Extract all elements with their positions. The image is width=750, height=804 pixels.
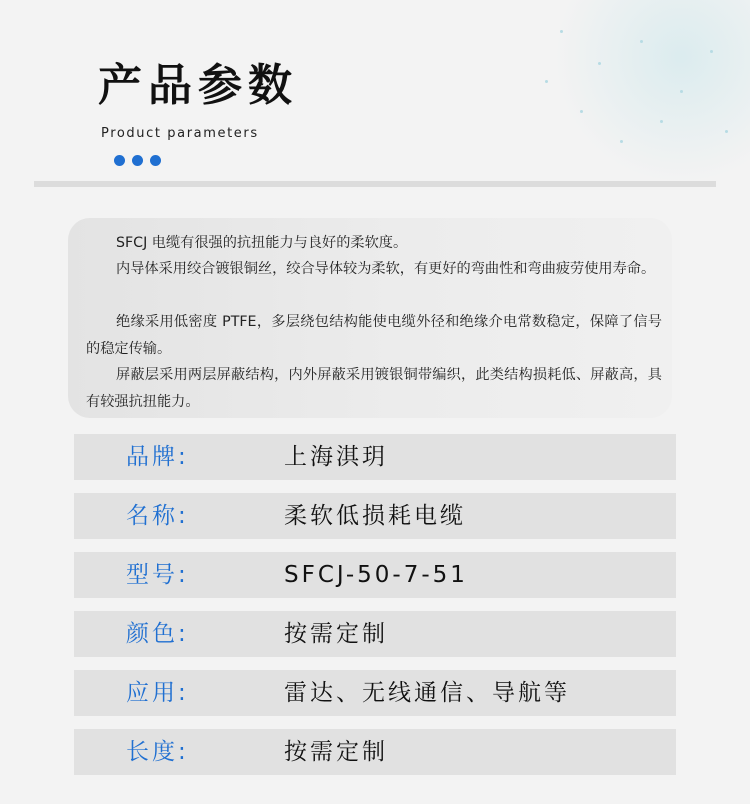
param-label: 名称: bbox=[126, 503, 189, 529]
param-value: 柔软低损耗电缆 bbox=[284, 503, 466, 529]
param-value: 按需定制 bbox=[284, 739, 388, 765]
decorative-dots bbox=[114, 155, 161, 166]
param-row-model bbox=[74, 552, 676, 598]
param-value: 上海淇玥 bbox=[284, 444, 388, 470]
description-paragraph: 内导体采用绞合镀银铜丝，绞合导体较为柔软，有更好的弯曲性和弯曲疲劳使用寿命。 bbox=[116, 261, 656, 277]
param-label: 长度: bbox=[126, 739, 189, 765]
decorative-sparkle-background bbox=[520, 0, 750, 190]
param-row-brand bbox=[74, 434, 676, 480]
param-label: 颜色: bbox=[126, 621, 189, 647]
param-value: SFCJ-50-7-51 bbox=[284, 562, 468, 588]
param-row-color bbox=[74, 611, 676, 657]
param-row-length bbox=[74, 729, 676, 775]
page-subtitle: Product parameters bbox=[101, 126, 259, 141]
description-paragraph: SFCJ 电缆有很强的抗扭能力与良好的柔软度。 bbox=[116, 235, 408, 251]
divider bbox=[34, 181, 716, 187]
param-label: 型号: bbox=[126, 562, 189, 588]
description-paragraph: 绝缘采用低密度 PTFE，多层绕包结构能使电缆外径和绝缘介电常数稳定，保障了信号的稳定传输。 bbox=[86, 314, 662, 357]
dot bbox=[132, 155, 143, 166]
description-paragraph: 屏蔽层采用两层屏蔽结构，内外屏蔽采用镀银铜带编织，此类结构损耗低、屏蔽高，具有较强抗扭能力。 bbox=[86, 367, 662, 410]
param-value: 雷达、无线通信、导航等 bbox=[284, 680, 570, 706]
description-panel bbox=[68, 218, 672, 418]
param-label: 品牌: bbox=[126, 444, 189, 470]
param-row-application bbox=[74, 670, 676, 716]
param-row-name bbox=[74, 493, 676, 539]
param-value: 按需定制 bbox=[284, 621, 388, 647]
dot bbox=[150, 155, 161, 166]
dot bbox=[114, 155, 125, 166]
param-label: 应用: bbox=[126, 680, 189, 706]
page-title: 产品参数 bbox=[98, 60, 298, 111]
